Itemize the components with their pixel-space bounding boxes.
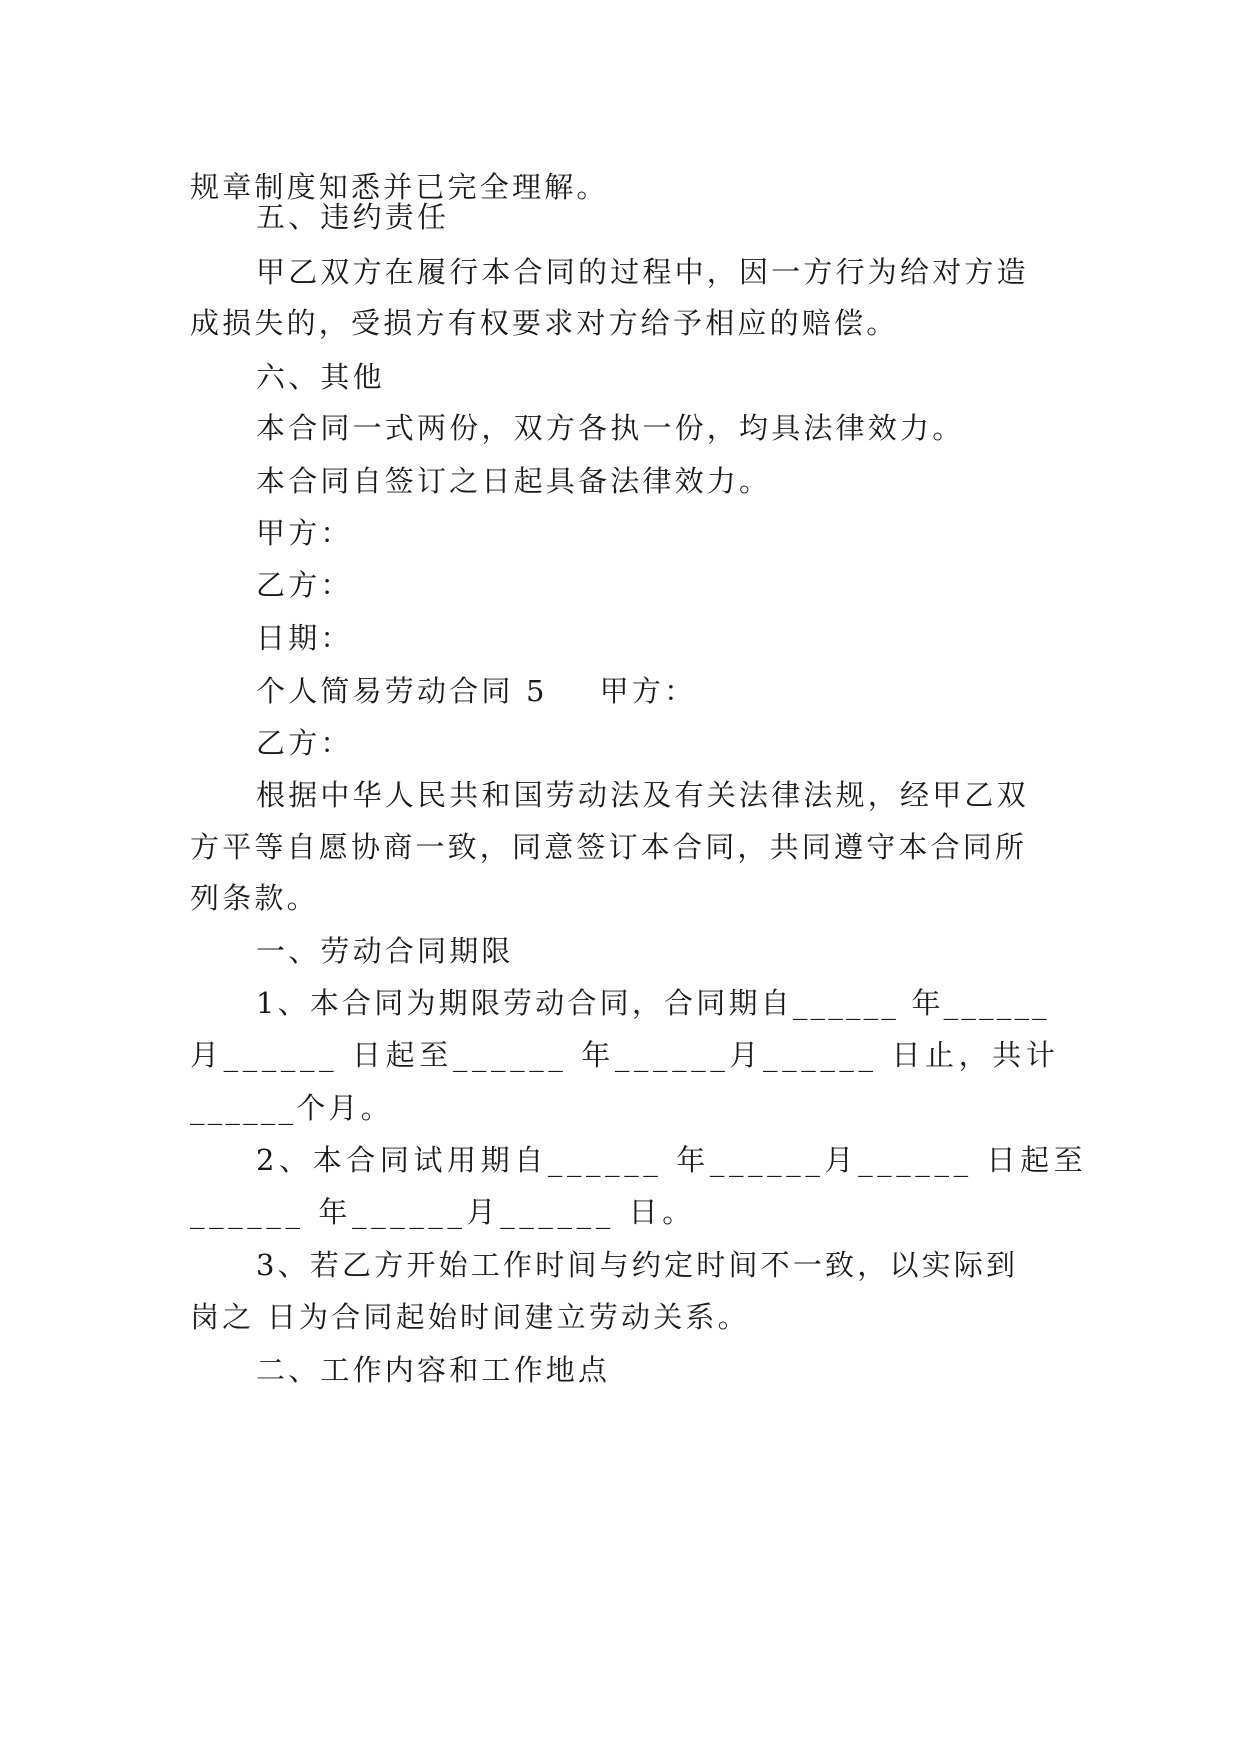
party-b-label: 乙方： xyxy=(256,726,353,760)
text-line: 规章制度知悉并已完全理解。 xyxy=(190,170,609,204)
text-line: 2、本合同试用期自______ 年______月______ 日起至 xyxy=(256,1143,1088,1177)
text-line: ______个月。 xyxy=(190,1091,393,1125)
signature-party-a: 甲方： xyxy=(256,516,353,550)
section-heading: 五、违约责任 xyxy=(256,200,450,234)
section-heading: 二、工作内容和工作地点 xyxy=(256,1353,611,1387)
text-line: 月______ 日起至______ 年______月______ 日止，共计 xyxy=(190,1038,1060,1072)
text-line: 3、若乙方开始工作时间与约定时间不一致，以实际到 xyxy=(256,1248,1019,1282)
text-line: 本合同自签订之日起具备法律效力。 xyxy=(256,464,772,498)
text-line: 岗之 日为合同起始时间建立劳动关系。 xyxy=(190,1300,750,1334)
text-line: 成损失的，受损方有权要求对方给予相应的赔偿。 xyxy=(190,306,899,340)
text-line: 1、本合同为期限劳动合同，合同期自______ 年______ xyxy=(256,986,1050,1020)
text-line: 根据中华人民共和国劳动法及有关法律法规，经甲乙双 xyxy=(256,778,1029,812)
contract-title-line xyxy=(256,671,696,711)
section-heading: 一、劳动合同期限 xyxy=(256,934,514,968)
section-heading: 六、其他 xyxy=(256,360,385,394)
text-line: 甲乙双方在履行本合同的过程中，因一方行为给对方造 xyxy=(256,255,1029,289)
party-a-label: 甲方： xyxy=(599,674,697,708)
text-line: 本合同一式两份，双方各执一份，均具法律效力。 xyxy=(256,411,965,445)
text-line: ______ 年______月______ 日。 xyxy=(190,1195,696,1229)
contract-title: 个人简易劳动合同 5 xyxy=(256,674,548,708)
signature-date: 日期： xyxy=(256,621,353,655)
text-line: 列条款。 xyxy=(190,881,319,915)
text-line: 方平等自愿协商一致，同意签订本合同，共同遵守本合同所 xyxy=(190,830,1028,864)
signature-party-b: 乙方： xyxy=(256,568,353,602)
